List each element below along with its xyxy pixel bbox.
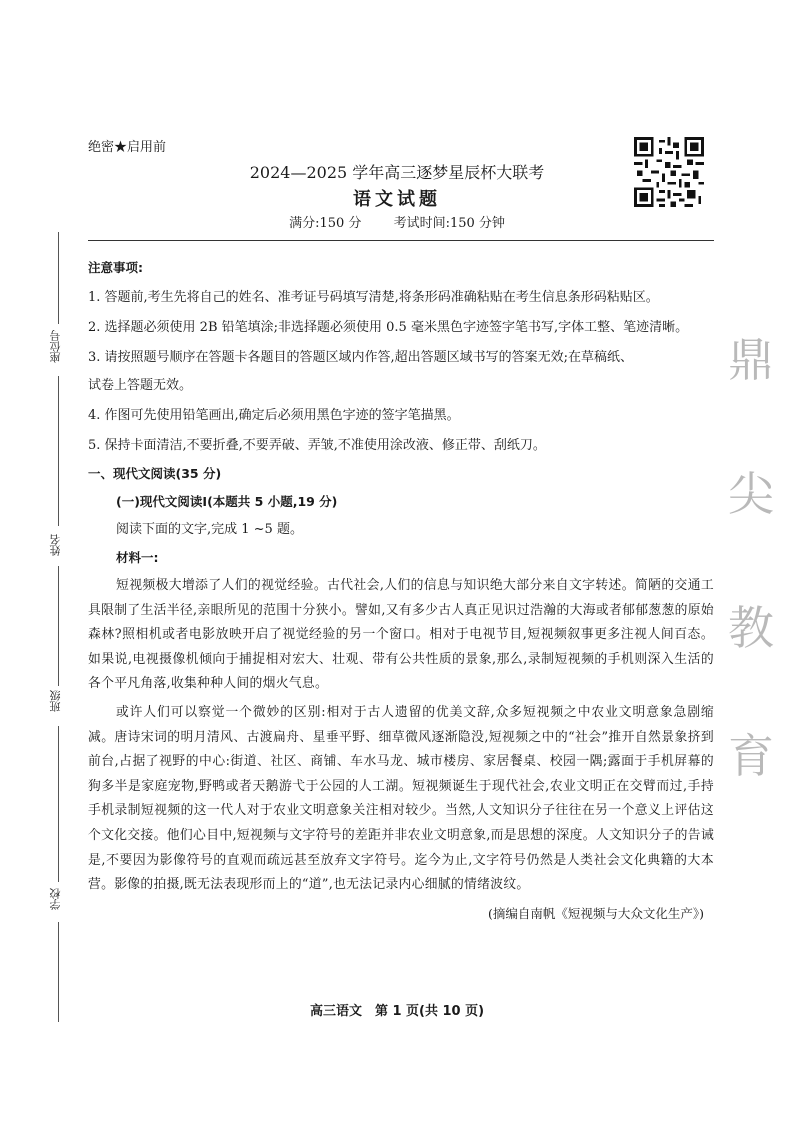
qr-code-icon	[634, 137, 704, 207]
side-line	[58, 566, 59, 686]
side-label-name: 姓名	[49, 534, 62, 556]
paragraph: 短视频极大增添了人们的视觉经验。古代社会,人们的信息与知识绝大部分来自文字转述。简陋的交通工具限制了生活半径,亲眼所见的范围十分狭小。譬如,又有多少古人真正见识过浩瀚的大海或者郁郁葱葱的原始森林?照相机或者电影放映开启了视觉经验的另一个窗口。相对于电视节目,短视频叙事更多注视人间百态。如果说,电视摄像机倾向于捕捉相对宏大、壮观、带有公共性质的景象,那么,录制短视频的手机则深入生活的各个平凡角落,收集种种人间的烟火气息。	[88, 578, 714, 692]
confidential-label: 绝密★启用前	[88, 140, 167, 155]
watermark-char: 教	[728, 601, 774, 655]
exam-meta	[0, 212, 794, 231]
side-label-school: 学校	[49, 888, 62, 910]
watermark-char: 尖	[728, 467, 774, 521]
side-line	[58, 726, 59, 882]
side-line	[58, 376, 59, 526]
source-citation: (摘编自南帆《短视频与大众文化生产》)	[487, 905, 704, 921]
exam-duration: 考试时间:150 分钟	[393, 216, 505, 231]
notice-item: 4. 作图可先使用铅笔画出,确定后必须用黑色字迹的签字笔描黑。	[88, 408, 460, 423]
instruction: 阅读下面的文字,完成 1 ~5 题。	[116, 522, 303, 537]
notice-title: 注意事项:	[88, 260, 143, 275]
section-title: 一、现代文阅读(35 分)	[88, 466, 222, 481]
notice-item: 2. 选择题必须使用 2B 铅笔填涂;非选择题必须使用 0.5 毫米黑色字迹签字笔书写,字体工整、笔迹清晰。	[88, 320, 689, 335]
paragraph: 或许人们可以察觉一个微妙的区别:相对于古人遗留的优美文辞,众多短视频之中农业文明意象急剧缩减。唐诗宋词的明月清风、古渡扁舟、星垂平野、细草微风逐渐隐没,短视频之中的“社会”推开自然景象挤到前台,占据了视野的中心:街道、社区、商铺、车水马龙、城市楼房、家居餐桌、校园一隅;露面于手机屏幕的狗多半是家庭宠物,野鸭或者天鹅游弋于公园的人工湖。短视频诞生于现代社会,农业文明正在交臂而过,手持手机录制短视频的这一代人对于农业文明意象关注相对较少。当然,人文知识分子往往在另一个意义上评估这个文化交接。他们心目中,短视频与文字符号的差距并非农业文明意象,而是思想的深度。人文知识分子的告诫是,不要因为影像符号的直观而疏远甚至放弃文字符号。迄今为止,文字符号仍然是人类社会文化典籍的大本营。影像的拍摄,既无法表现形而上的“道”,也无法记录内心细腻的情绪波纹。	[88, 704, 714, 893]
header-divider	[88, 240, 714, 241]
side-label-seat: 座位号	[49, 330, 62, 363]
subject-title: 语文试题	[353, 189, 441, 210]
notice-item: 1. 答题前,考生先将自己的姓名、准考证号码填写清楚,将条形码准确粘贴在考生信息条形码粘贴区。	[88, 290, 659, 305]
subsection-title: (一)现代文阅读Ⅰ(本题共 5 小题,19 分)	[116, 494, 338, 509]
material-title: 材料一:	[116, 550, 159, 565]
exam-title: 2024—2025 学年高三逐梦星辰杯大联考	[249, 163, 545, 182]
full-score: 满分:150 分	[289, 216, 362, 231]
page-content	[88, 256, 714, 926]
notice-item: 3. 请按照题号顺序在答题卡各题目的答题区域内作答,超出答题区域书写的答案无效;在草稿纸、	[88, 350, 634, 365]
watermark-char: 鼎	[728, 333, 774, 387]
notice-item: 试卷上答题无效。	[88, 378, 193, 393]
page-footer: 高三语文 第 1 页(共 10 页)	[309, 1004, 485, 1019]
watermark-char: 育	[728, 729, 774, 783]
side-label-class: 班级	[49, 690, 62, 712]
side-line	[58, 232, 59, 324]
notice-item: 5. 保持卡面清洁,不要折叠,不要弄破、弄皱,不准使用涂改液、修正带、刮纸刀。	[88, 438, 546, 453]
